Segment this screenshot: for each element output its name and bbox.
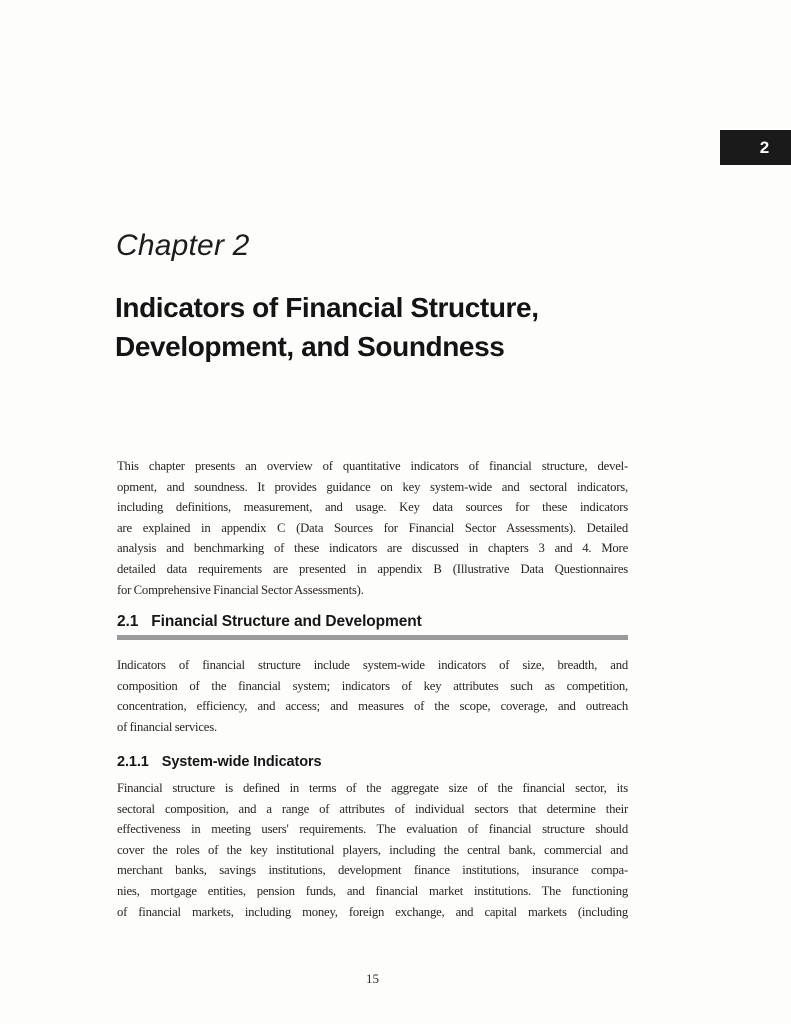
chapter-label: Chapter 2 — [116, 229, 250, 262]
text-line: Financial structure is defined in terms of the aggregate size of the financial sector, its — [117, 781, 628, 795]
subsection-heading-label: System-wide Indicators — [161, 754, 322, 770]
chapter-title — [115, 288, 675, 366]
text-line: composition of the financial system; indicators of key attributes such as competition, — [117, 678, 628, 693]
page-number: 15 — [366, 971, 379, 986]
section-heading-2-1 — [117, 613, 422, 631]
text-line: for Comprehensive Financial Sector Assessments). — [117, 582, 364, 597]
text-line: merchant banks, savings institutions, development finance institutions, insurance compa- — [117, 863, 628, 878]
text-line: opment, and soundness. It provides guidance on key system-wide and sectoral indicators, — [117, 479, 628, 494]
text-line: analysis and benchmarking of these indicators are discussed in chapters 3 and 4. More — [117, 541, 628, 556]
system-wide-paragraph — [117, 778, 628, 922]
financial-structure-paragraph — [117, 655, 628, 737]
chapter-tab-label: 2 — [759, 137, 770, 157]
text-line: Indicators of financial structure include system-wide indicators of size, breadth, and — [117, 658, 628, 672]
intro-paragraph — [117, 456, 628, 600]
section-heading-label: Financial Structure and Development — [151, 613, 422, 630]
text-line: This chapter presents an overview of quantitative indicators of financial structure, devel- — [117, 459, 628, 473]
text-line: including definitions, measurement, and usage. Key data sources for these indicators — [117, 500, 628, 515]
section-number: 2.1 — [117, 613, 139, 630]
text-line: Indicators of Financial Structure, — [115, 292, 539, 323]
text-line: cover the roles of the key institutional players, including the central bank, commercial and — [117, 842, 628, 857]
text-line: sectoral composition, and a range of attributes of individual sectors that determine their — [117, 801, 628, 816]
text-line: of financial services. — [117, 719, 217, 734]
text-line: nies, mortgage entities, pension funds, and financial market institutions. The functioning — [117, 883, 628, 898]
text-line: are explained in appendix C (Data Sources for Financial Sector Assessments). Detailed — [117, 520, 628, 535]
chapter-number-tab — [720, 130, 791, 165]
subsection-number: 2.1.1 — [117, 754, 149, 770]
text-line: of financial markets, including money, foreign exchange, and capital markets (including — [117, 904, 628, 919]
text-line: effectiveness in meeting users' requirements. The evaluation of financial structure should — [117, 822, 628, 837]
text-line: concentration, efficiency, and access; and measures of the scope, coverage, and outreach — [117, 699, 628, 714]
section-heading-2-1-1 — [117, 754, 322, 770]
text-line: Development, and Soundness — [115, 331, 505, 362]
section-heading-rule — [117, 635, 628, 640]
text-line: detailed data requirements are presented in appendix B (Illustrative Data Questionnaires — [117, 561, 628, 576]
